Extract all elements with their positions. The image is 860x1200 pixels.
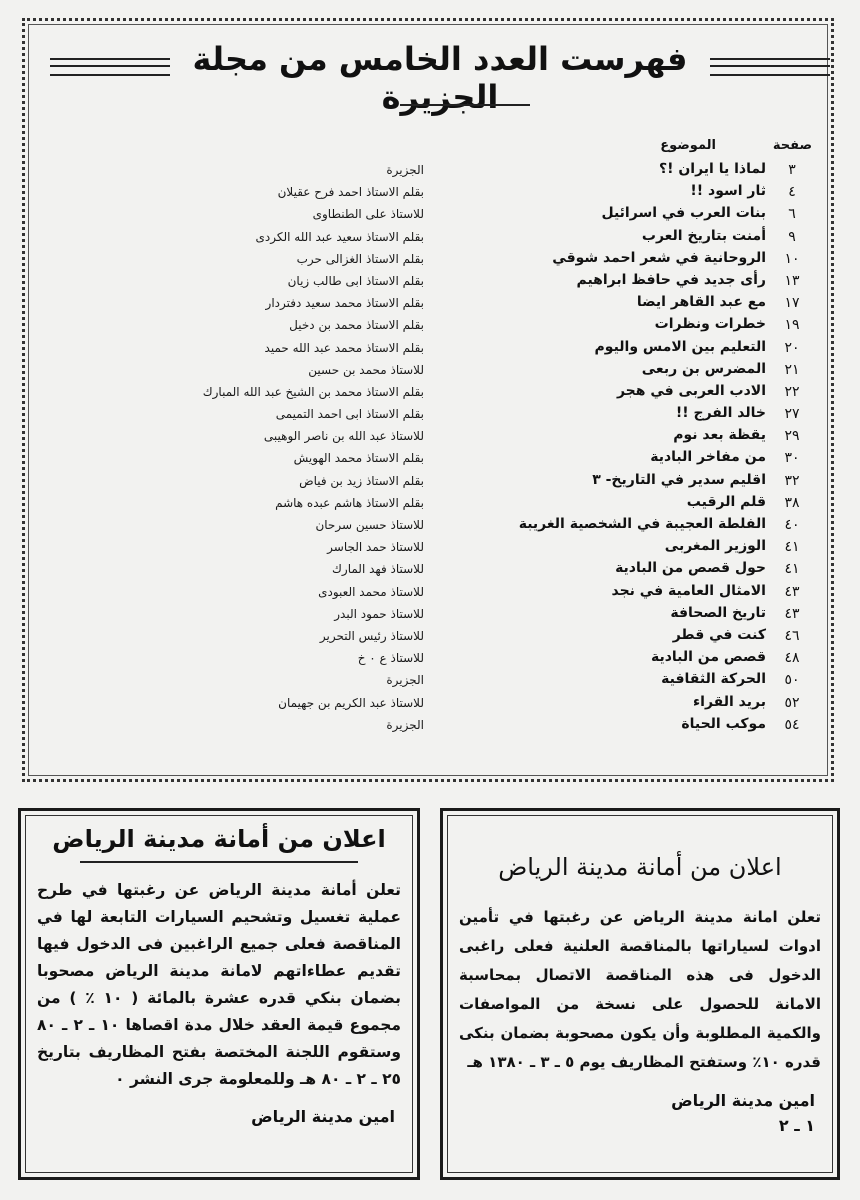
toc-author: للاستاذ رئيس التحرير	[319, 628, 424, 643]
toc-row	[30, 471, 812, 493]
toc-topic: تاريخ الصحافة	[670, 604, 766, 621]
toc-topic: ثار اسود !!	[690, 183, 766, 200]
toc-author: بقلم الاستاذ احمد فرح عقيلان	[277, 185, 424, 200]
toc-author: الجزيرة	[386, 717, 424, 732]
toc-page-number: ٣٨	[784, 494, 800, 511]
toc-row	[30, 626, 812, 648]
toc-topic: الامثال العامية في نجد	[611, 582, 766, 599]
toc-topic: الفلطة العجيبة في الشخصية الغريبة	[518, 516, 766, 532]
toc-page-number: ٥٢	[784, 694, 800, 711]
toc-page-number: ٤٣	[784, 583, 800, 600]
toc-page-number: ١٩	[784, 317, 800, 334]
toc-page-number: ٤	[788, 184, 796, 201]
toc-author: للاستاذ محمد بن حسين	[308, 362, 424, 377]
toc-row	[30, 182, 812, 204]
toc-author: بقلم الاستاذ محمد بن دخيل	[289, 318, 424, 333]
toc-page-number: ٢٩	[784, 428, 800, 445]
toc-author: الجزيرة	[386, 163, 424, 177]
toc-topic: بريد القراء	[693, 693, 766, 710]
toc-author: للاستاذ حمود البدر	[334, 606, 424, 621]
toc-author: للاستاذ عبد الكريم بن جهيمان	[278, 695, 424, 710]
toc-row	[30, 227, 812, 249]
toc-row	[30, 648, 812, 670]
toc-row	[30, 715, 812, 737]
toc-page-number: ١٣	[784, 272, 800, 289]
toc-row	[30, 537, 812, 559]
toc-topic: المضرس بن ربعى	[641, 360, 766, 377]
toc-page-number: ٤٠	[784, 517, 800, 533]
toc-author: بقلم الاستاذ هاشم عبده هاشم	[275, 495, 424, 510]
ad-signature: امين مدينة الرياض	[251, 1107, 395, 1126]
advertisement-car-washing	[18, 808, 420, 1180]
column-headers	[520, 138, 812, 160]
toc-author: بقلم الاستاذ الغزالى حرب	[296, 251, 424, 266]
toc-author: بقلم الاستاذ محمد سعيد دفتردار	[265, 296, 424, 311]
toc-row	[30, 382, 812, 404]
ad-number: ١ ـ ٢	[778, 1116, 815, 1135]
toc-page-number: ٩	[788, 228, 796, 245]
toc-row	[30, 559, 812, 581]
toc-row	[30, 515, 812, 537]
toc-page-number: ٢٧	[784, 406, 800, 423]
toc-author: بقلم الاستاذ محمد بن الشيخ عبد الله المبارك	[202, 384, 424, 399]
toc-page-number: ٦	[788, 206, 796, 223]
toc-row	[30, 338, 812, 360]
toc-row	[30, 293, 812, 315]
toc-author: بقلم الاستاذ محمد عبد الله حميد	[264, 340, 424, 355]
ad-body: تعلن امانة مدينة الرياض عن رغبتها في تأمين ادوات لسياراتها بالمناقصة العلنية فعلى راغبى الدخول فى هذه المناقصة الاتصال بمحاسبة الامانة للحصول على نسخة من المواصفات والكمية المطلوبة وأن يكون مصحوبة بضمان بنكى قدره ١٠٪ وستفتح المظاريف يوم ٥ ـ ٣ ـ ١٣٨٠ هـ	[459, 908, 821, 1071]
toc-page-number: ٤١	[784, 561, 800, 578]
toc-row	[30, 670, 812, 692]
topic-column-header: الموضوع	[660, 138, 716, 153]
toc-page-number: ٢١	[784, 361, 800, 378]
toc-row	[30, 160, 812, 182]
toc-topic: يقظة بعد نوم	[673, 427, 766, 444]
toc-row	[30, 426, 812, 448]
toc-topic: قصص من البادية	[650, 649, 766, 666]
toc-author: للاستاذ عبد الله بن ناصر الوهيبى	[263, 429, 424, 444]
toc-page-number: ٣	[788, 162, 796, 178]
toc-row	[30, 604, 812, 626]
title-underline	[400, 104, 530, 106]
toc-page-number: ١٧	[784, 295, 800, 312]
toc-topic: الروحانية في شعر احمد شوقي	[552, 249, 766, 266]
toc-author: بقلم الاستاذ سعيد عبد الله الكردى	[255, 229, 424, 244]
toc-page-number: ٤٦	[784, 627, 800, 644]
toc-topic: أمنت بتاريخ العرب	[641, 227, 766, 244]
toc-topic: موكب الحياة	[681, 715, 766, 732]
page-column-header: صفحة	[772, 138, 812, 153]
page-title: فهرست العدد الخامس من مجلة الجزيرة	[192, 40, 688, 116]
toc-author: للاستاذ ع ٠ خ	[357, 651, 424, 666]
toc-row	[30, 271, 812, 293]
toc-author: للاستاذ محمد العبودى	[318, 584, 424, 599]
toc-topic: بنات العرب في اسرائيل	[601, 205, 766, 222]
ad-title: اعلان من أمانة مدينة الرياض	[498, 853, 782, 881]
advertisement-car-tools	[440, 808, 840, 1180]
toc-topic: خالد الفرج !!	[675, 405, 766, 422]
ad-signature: امين مدينة الرياض	[671, 1091, 815, 1110]
toc-author: بقلم الاستاذ محمد الهويش	[293, 451, 424, 466]
toc-topic: من مفاخر البادية	[650, 449, 766, 466]
toc-row	[30, 315, 812, 337]
toc-author: للاستاذ حمد الجاسر	[327, 540, 424, 555]
toc-author: للاستاذ على الطنطاوى	[312, 207, 424, 222]
toc-page-number: ١٠	[784, 250, 800, 267]
toc-topic: الوزير المغربى	[664, 538, 766, 555]
toc-page-number: ٢٢	[784, 383, 800, 400]
toc-topic: قلم الرقيب	[686, 493, 766, 510]
toc-topic: كنت في قطر	[672, 626, 766, 643]
toc-topic: التعليم بين الامس واليوم	[594, 338, 766, 355]
toc-topic: اقليم سدير في التاريخ- ٣	[592, 471, 766, 488]
toc-header	[30, 32, 830, 116]
ad-divider	[80, 861, 357, 863]
toc-author: بقلم الاستاذ ابى طالب زيان	[287, 273, 424, 288]
ad-title: اعلان من أمانة مدينة الرياض	[52, 825, 386, 853]
toc-page-number: ٢٠	[784, 339, 800, 356]
toc-page-number: ٥٤	[784, 716, 800, 733]
toc-author: بقلم الاستاذ ابى احمد التميمى	[275, 407, 424, 422]
toc-topic: حول قصص من البادية	[615, 560, 766, 577]
toc-page-number: ٤٨	[784, 650, 800, 667]
toc-page-number: ٤٣	[784, 605, 800, 622]
decorative-lines-right	[710, 58, 830, 76]
ad-body: تعلن أمانة مدينة الرياض عن رغبتها في طرح عملية تغسيل وتشحيم السيارات التابعة لها في المناقصة فعلى جميع الراغبين فى الدخول فيها تقديم عطاءاتهم لامانة مدينة الرياض مصحوبا بضمان بنكي قدره عشرة بالمائة ( ١٠ ٪ ) من مجموع قيمة العقد خلال مدة اقصاها ١٠ ـ ٢ ـ ٨٠ وستقوم اللجنة المختصة بفتح المظاريف بتاريخ ٢٥ ـ ٢ ـ ٨٠ هـ وللمعلومة جرى النشر ٠	[37, 881, 402, 1088]
decorative-lines-left	[50, 58, 170, 76]
toc-list	[30, 160, 812, 737]
toc-page-number: ٣٢	[784, 472, 800, 489]
toc-topic: الحركة الثقافية	[661, 671, 766, 688]
toc-row	[30, 204, 812, 226]
toc-row	[30, 582, 812, 604]
toc-row	[30, 249, 812, 271]
toc-topic: رأى جديد في حافظ ابراهيم	[576, 271, 766, 288]
toc-topic: مع عبد القاهر ايضا	[636, 294, 766, 311]
toc-row	[30, 493, 812, 515]
toc-row	[30, 693, 812, 715]
toc-author: الجزيرة	[386, 673, 424, 688]
toc-row	[30, 360, 812, 382]
toc-author: للاستاذ حسين سرحان	[315, 518, 424, 532]
toc-topic: لماذا يا ايران !؟	[658, 161, 766, 177]
toc-row	[30, 404, 812, 426]
toc-topic: خطرات ونظرات	[654, 316, 766, 333]
toc-row	[30, 448, 812, 470]
toc-page-number: ٥٠	[784, 672, 800, 689]
toc-page-number: ٤١	[784, 539, 800, 556]
toc-page-number: ٣٠	[784, 450, 800, 467]
toc-topic: الادب العربى في هجر	[616, 382, 766, 399]
toc-author: للاستاذ فهد المارك	[332, 562, 424, 577]
toc-author: بقلم الاستاذ زيد بن فياض	[299, 473, 424, 488]
